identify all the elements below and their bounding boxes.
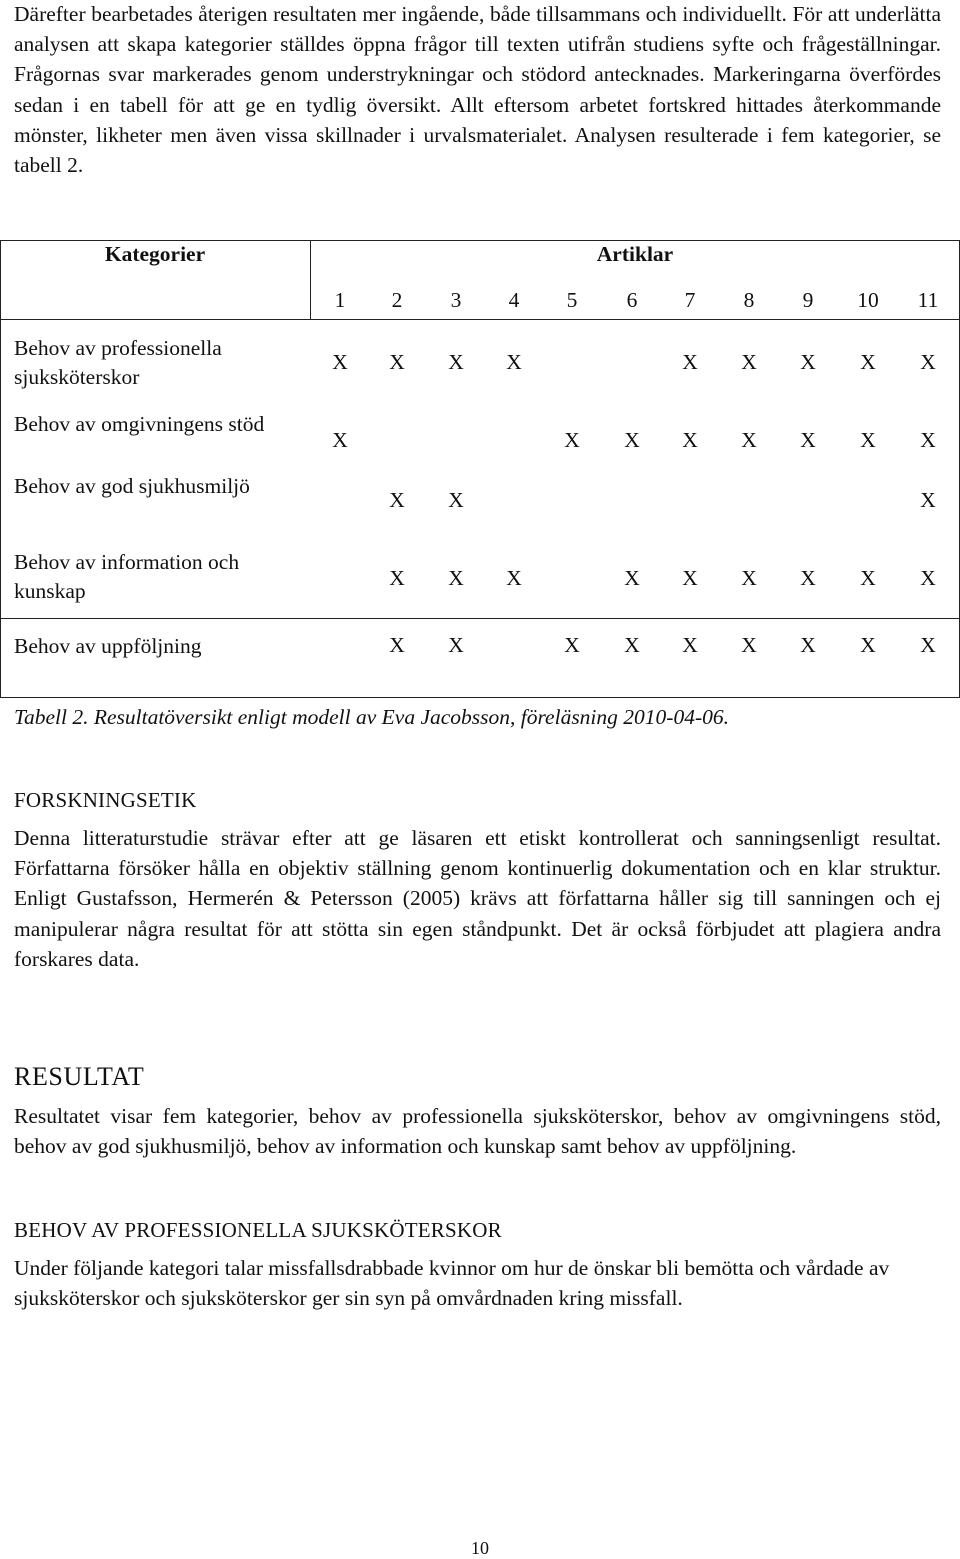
ethics-heading: FORSKNINGSETIK [14,788,197,812]
article-number-5: 5 [566,288,578,312]
article-number-3: 3 [450,288,462,312]
article-number-9: 9 [802,288,814,312]
table-mark: X [860,633,876,657]
article-number-11: 11 [917,288,939,312]
page-number: 10 [471,1538,489,1558]
table-mark: X [624,428,640,452]
header-categories: Kategorier [104,242,206,266]
article-number-2: 2 [391,288,403,312]
result-paragraph: Resultatet visar fem kategorier, behov av professionella sjuksköterskor, behov av omgivningens stöd, behov av god sjukhusmiljö, behov av information och kunskap samt behov av uppföljning. [14,1104,941,1159]
table-mark: X [448,566,464,590]
table-mark: X [389,350,405,374]
table-mark: X [800,428,816,452]
table-mark: X [920,488,936,512]
professional-heading: BEHOV AV PROFESSIONELLA SJUKSKÖTERSKOR [14,1218,502,1242]
table-caption: Tabell 2. Resultatöversikt enligt modell av Eva Jacobsson, föreläsning 2010-04-06. [14,705,729,729]
table-mark: X [564,428,580,452]
article-number-1: 1 [334,288,346,312]
table-mark: X [389,488,405,512]
row-label-environment: Behov av god sjukhusmiljö [14,474,250,498]
table-mark: X [741,350,757,374]
intro-paragraph: Därefter bearbetades återigen resultaten mer ingående, både tillsammans och individuellt. För att underlätta analysen att skapa kategorier ställdes öppna frågor till texten utifrån studiens syfte och frågeställningar. Frågornas svar markerades genom understrykningar och stödord antecknades. Markeringarna överfördes sedan i en tabell för att ge en tydlig översikt. Allt eftersom arbetet fortskred hittades återkommande mönster, likheter men även vissa skillnader i urvalsmaterialet. Analysen resulterade i fem kategorier, se tabell 2. [14,2,941,178]
results-table [0,240,960,698]
article-number-7: 7 [684,288,696,312]
table-mark: X [389,566,405,590]
article-number-4: 4 [508,288,520,312]
professional-paragraph: Under följande kategori talar missfallsdrabbade kvinnor om hur de önskar bli bemötta och vårdade av sjuksköterskor och sjuksköterskor ger sin syn på omvårdnaden kring missfall. [14,1256,890,1311]
row-label-information: Behov av information och kunskap [14,550,240,603]
ethics-paragraph: Denna litteraturstudie strävar efter att ge läsaren ett etiskt kontrollerat och sanningsenligt resultat. Författarna försöker hålla en objektiv ställning genom kontinuerlig dokumentation och en klar struktur. Enligt Gustafsson, Hermerén & Petersson (2005) krävs att författarna håller sig till sanningen och ej manipulerar några resultat för att stötta sin egen ståndpunkt. Det är också förbjudet att plagiera andra forskares data. [14,826,941,971]
row-label-support: Behov av omgivningens stöd [14,412,265,436]
table-mark: X [332,350,348,374]
table-mark: X [860,350,876,374]
result-heading: RESULTAT [14,1062,145,1091]
header-articles: Artiklar [596,242,674,266]
table-mark: X [682,566,698,590]
table-mark: X [624,633,640,657]
table-mark: X [860,566,876,590]
table-mark: X [741,428,757,452]
table-mark: X [860,428,876,452]
table-mark: X [800,350,816,374]
table-mark: X [682,350,698,374]
table-mark: X [682,428,698,452]
table-mark: X [448,488,464,512]
table-mark: X [506,566,522,590]
table-mark: X [682,633,698,657]
table-mark: X [332,428,348,452]
table-mark: X [920,428,936,452]
table-mark: X [800,633,816,657]
table-mark: X [448,350,464,374]
table-mark: X [741,633,757,657]
table-mark: X [624,566,640,590]
table-mark: X [920,350,936,374]
article-number-10: 10 [857,288,879,312]
table-mark: X [389,633,405,657]
article-number-6: 6 [626,288,638,312]
table-mark: X [506,350,522,374]
table-mark: X [920,566,936,590]
table-mark: X [741,566,757,590]
table-mark: X [448,633,464,657]
row-label-professional: Behov av professionella sjuksköterskor [14,336,222,389]
table-mark: X [564,633,580,657]
table-mark: X [920,633,936,657]
row-label-followup: Behov av uppföljning [14,634,202,658]
article-number-8: 8 [743,288,755,312]
table-mark: X [800,566,816,590]
